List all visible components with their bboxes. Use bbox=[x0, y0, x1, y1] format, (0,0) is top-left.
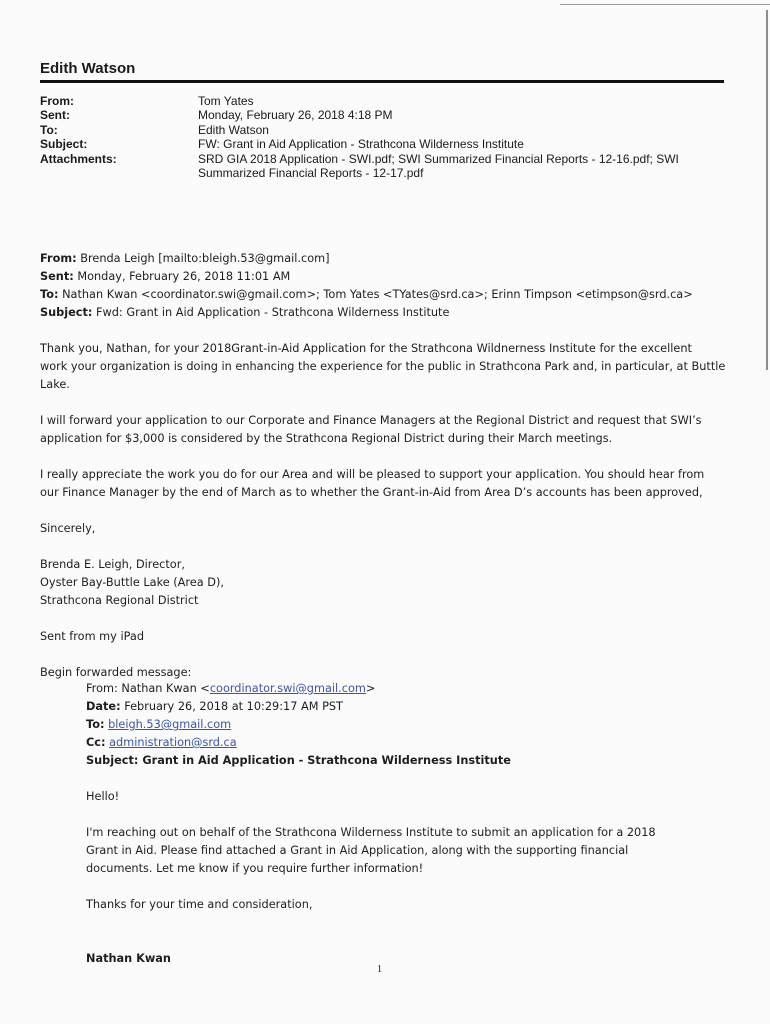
attachments-label: Attachments: bbox=[40, 151, 117, 166]
fwd-subject-line bbox=[40, 304, 730, 322]
attachments-value bbox=[198, 152, 720, 181]
orig-cc-email-link[interactable]: administration@srd.ca bbox=[109, 736, 237, 749]
scan-edge-right bbox=[766, 10, 768, 370]
orig-subject-label: Subject: bbox=[86, 754, 139, 767]
fwd-to-label: To: bbox=[40, 288, 59, 301]
fwd-subject-label: Subject: bbox=[40, 306, 93, 319]
orig-to-email-link[interactable]: bleigh.53@gmail.com bbox=[108, 718, 232, 731]
page-number: 1 bbox=[377, 964, 382, 975]
original-message bbox=[86, 680, 706, 968]
fwd-paragraph-2-line-2: application for $3,000 is considered by the Strathcona Regional District during their March meetings. bbox=[40, 432, 613, 445]
fwd-begin-forwarded: Begin forwarded message: bbox=[40, 666, 192, 679]
fwd-signature-line-2: Oyster Bay-Buttle Lake (Area D), bbox=[40, 576, 224, 589]
sent-value: Monday, February 26, 2018 4:18 PM bbox=[198, 108, 393, 123]
attachments-line-2: Summarized Financial Reports - 12-17.pdf bbox=[198, 166, 424, 181]
header-rule bbox=[40, 80, 724, 83]
orig-from-label: From: bbox=[86, 682, 118, 695]
fwd-to-value: Nathan Kwan <coordinator.swi@gmail.com>; Tom Yates <TYates@srd.ca>; Erinn Timpson <etimpson@srd.ca> bbox=[62, 288, 693, 301]
fwd-paragraph-2-line-1: I will forward your application to our Corporate and Finance Managers at the Regional District and request that SWI’s bbox=[40, 414, 702, 427]
fwd-paragraph-1-line-1: Thank you, Nathan, for your 2018Grant-in-Aid Application for the Strathcona Wildnerness Institute for the excellent bbox=[40, 342, 692, 355]
subject-value: FW: Grant in Aid Application - Strathcona Wilderness Institute bbox=[198, 137, 524, 152]
attachments-line-1: SRD GIA 2018 Application - SWI.pdf; SWI Summarized Financial Reports - 12-16.pdf; SWI bbox=[198, 151, 679, 166]
orig-from-close: > bbox=[365, 682, 376, 695]
orig-paragraph-line-2: Grant in Aid. Please find attached a Grant in Aid Application, along with the supporting financial bbox=[86, 844, 629, 857]
fwd-from-value: Brenda Leigh [mailto:bleigh.53@gmail.com] bbox=[80, 252, 330, 265]
fwd-paragraph-1-line-3: Lake. bbox=[40, 378, 70, 391]
fwd-sent-value: Monday, February 26, 2018 11:01 AM bbox=[77, 270, 291, 283]
fwd-signature-line-3: Strathcona Regional District bbox=[40, 594, 199, 607]
fwd-to-line bbox=[40, 286, 730, 304]
fwd-paragraph-3-line-2: our Finance Manager by the end of March as to whether the Grant-in-Aid from Area D’s accounts has been approved, bbox=[40, 486, 703, 499]
from-label: From: bbox=[40, 94, 74, 108]
subject-label: Subject: bbox=[40, 137, 88, 152]
fwd-closing: Sincerely, bbox=[40, 522, 96, 535]
orig-subject-value: Grant in Aid Application - Strathcona Wilderness Institute bbox=[142, 754, 511, 767]
fwd-from-line bbox=[40, 250, 730, 268]
header-sent-row bbox=[40, 108, 720, 122]
orig-paragraph-line-1: I'm reaching out on behalf of the Strathcona Wilderness Institute to submit an application for a 2018 bbox=[86, 826, 656, 839]
printed-by-name: Edith Watson bbox=[40, 60, 136, 77]
to-value: Edith Watson bbox=[198, 122, 269, 137]
orig-greeting: Hello! bbox=[86, 790, 120, 803]
fwd-paragraph-3-line-1: I really appreciate the work you do for our Area and will be pleased to support your application. You should hear from bbox=[40, 468, 705, 481]
print-header bbox=[40, 60, 724, 83]
header-subject-row bbox=[40, 137, 720, 151]
orig-cc-label: Cc: bbox=[86, 736, 106, 749]
fwd-subject-value: Fwd: Grant in Aid Application - Strathcona Wilderness Institute bbox=[96, 306, 450, 319]
orig-from-line bbox=[86, 680, 706, 698]
orig-signature: Nathan Kwan bbox=[86, 952, 171, 965]
orig-date-line bbox=[86, 698, 706, 716]
outer-email-header bbox=[40, 94, 720, 180]
orig-subject-line bbox=[86, 752, 706, 770]
header-from-row bbox=[40, 94, 720, 108]
from-value: Tom Yates bbox=[198, 94, 254, 108]
orig-date-label: Date: bbox=[86, 700, 121, 713]
orig-from-name: Nathan Kwan < bbox=[121, 682, 210, 695]
scan-edge-top bbox=[560, 4, 770, 5]
fwd-from-label: From: bbox=[40, 252, 77, 265]
fwd-paragraph-1-line-2: work your organization is doing in enhancing the experience for the public in Strathcona Park and, in particular, at Buttle bbox=[40, 360, 726, 373]
sent-label: Sent: bbox=[40, 108, 70, 123]
fwd-signature-line-1: Brenda E. Leigh, Director, bbox=[40, 558, 185, 571]
forwarded-message bbox=[40, 250, 730, 682]
fwd-sent-from: Sent from my iPad bbox=[40, 630, 144, 643]
to-label: To: bbox=[40, 122, 58, 137]
orig-from-email-link[interactable]: coordinator.swi@gmail.com bbox=[209, 682, 366, 695]
fwd-sent-line bbox=[40, 268, 730, 286]
orig-to-label: To: bbox=[86, 718, 105, 731]
orig-to-line bbox=[86, 716, 706, 734]
orig-cc-line bbox=[86, 734, 706, 752]
orig-paragraph-line-3: documents. Let me know if you require further information! bbox=[86, 862, 424, 875]
header-attachments-row bbox=[40, 152, 720, 181]
fwd-sent-label: Sent: bbox=[40, 270, 74, 283]
orig-thanks: Thanks for your time and consideration, bbox=[86, 898, 313, 911]
orig-date-value: February 26, 2018 at 10:29:17 AM PST bbox=[124, 700, 343, 713]
header-to-row bbox=[40, 123, 720, 137]
